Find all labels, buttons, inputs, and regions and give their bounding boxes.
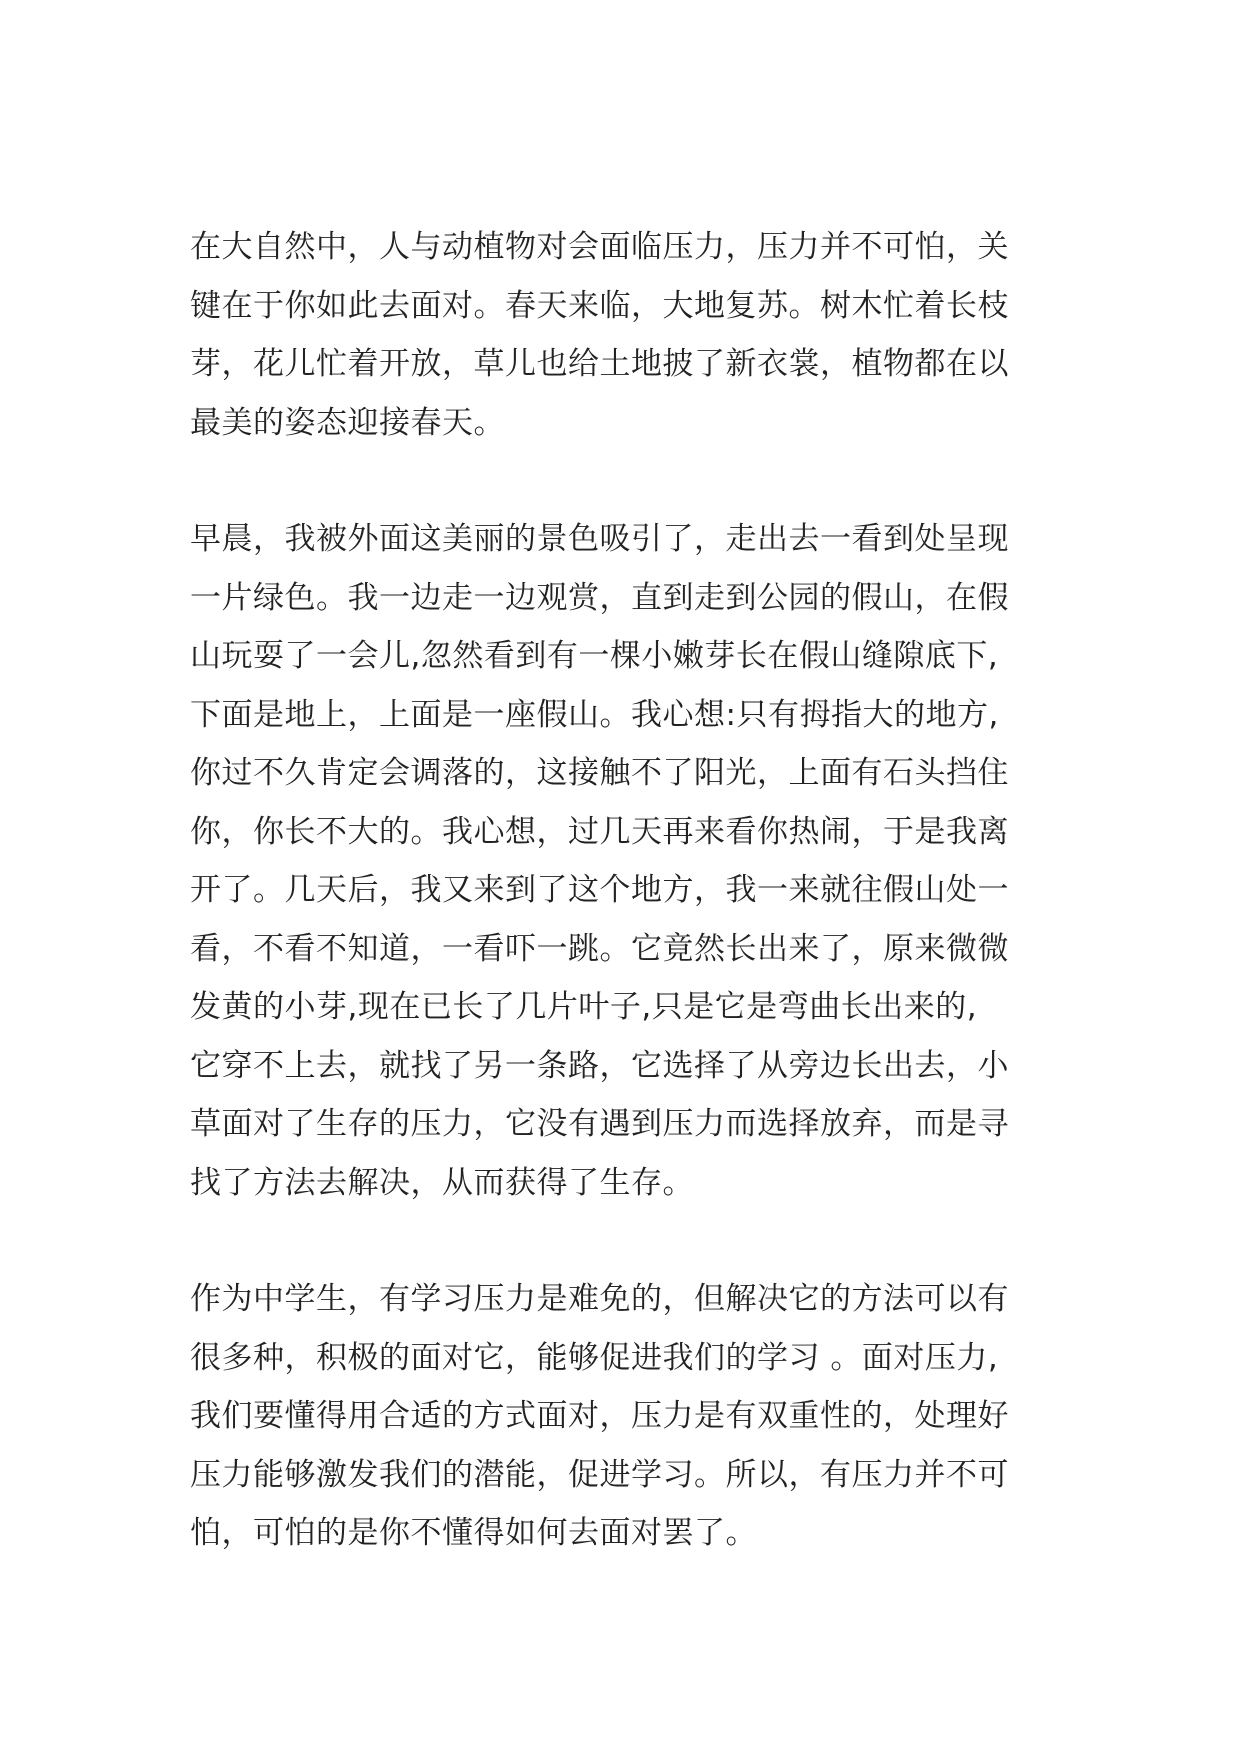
text-line: 压力能够激发我们的潜能，促进学习。所以，有压力并不可 — [190, 1456, 1009, 1493]
text-line: 作为中学生，有学习压力是难免的，但解决它的方法可以有 — [190, 1281, 1009, 1317]
text-line: 找了方法去解决，从而获得了生存。 — [190, 1164, 694, 1201]
text-line: 在大自然中，人与动植物对会面临压力，压力并不可怕，关 — [190, 229, 1009, 265]
paragraph-2 — [190, 510, 1050, 1212]
text-line: 很多种，积极的面对它，能够促进我们的学习 。面对压力, — [190, 1339, 999, 1376]
text-line: 它穿不上去，就找了另一条路，它选择了从旁边长出去，小 — [190, 1047, 1009, 1084]
text-line: 怕，可怕的是你不懂得如何去面对罢了。 — [190, 1515, 757, 1551]
text-line: 键在于你如此去面对。春天来临，大地复苏。树木忙着长枝 — [190, 287, 1009, 324]
text-line: 山玩耍了一会儿,忽然看到有一棵小嫩芽长在假山缝隙底下, — [190, 638, 999, 674]
text-line: 一片绿色。我一边走一边观赏，直到走到公园的假山，在假 — [190, 579, 1009, 616]
text-line: 草面对了生存的压力，它没有遇到压力而选择放弃，而是寻 — [190, 1106, 1009, 1142]
text-line: 下面是地上，上面是一座假山。我心想:只有拇指大的地方, — [190, 696, 999, 733]
text-line: 你过不久肯定会调落的，这接触不了阳光，上面有石头挡住 — [190, 755, 1009, 791]
text-line: 我们要懂得用合适的方式面对，压力是有双重性的，处理好 — [190, 1398, 1009, 1434]
text-line: 芽，花儿忙着开放，草儿也给土地披了新衣裳，植物都在以 — [190, 346, 1009, 382]
text-line: 最美的姿态迎接春天。 — [190, 404, 505, 441]
text-line: 你，你长不大的。我心想，过几天再来看你热闹，于是我离 — [190, 813, 1009, 850]
document-body — [190, 218, 1050, 1563]
paragraph-3 — [190, 1270, 1050, 1563]
paragraph-1 — [190, 218, 1050, 452]
text-line: 发黄的小芽,现在已长了几片叶子,只是它是弯曲长出来的, — [190, 989, 978, 1025]
text-line: 开了。几天后，我又来到了这个地方，我一来就往假山处一 — [190, 872, 1009, 908]
text-line: 看，不看不知道，一看吓一跳。它竟然长出来了，原来微微 — [190, 930, 1009, 967]
text-line: 早晨，我被外面这美丽的景色吸引了，走出去一看到处呈现 — [190, 521, 1009, 557]
